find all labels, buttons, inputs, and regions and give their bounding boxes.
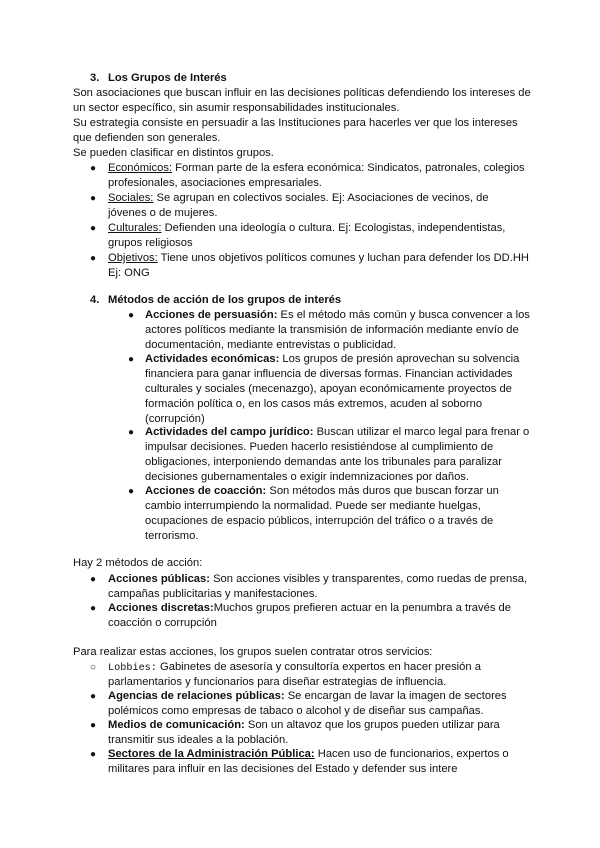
list-item-line: impulsar decisiones. Pueden hacerlo resistiéndose al cumplimiento de: [145, 441, 494, 453]
list-item: [108, 718, 500, 733]
bullet-icon: ●: [128, 427, 135, 438]
list-item: [108, 572, 527, 587]
group-text: Forman parte de la esfera económica: Sindicatos, patronales, colegios: [172, 162, 525, 174]
list-item: [108, 660, 481, 676]
list-item: [108, 191, 489, 206]
item-text: Los grupos de presión aprovechan su solvencia: [279, 353, 520, 365]
group-label: Económicos:: [108, 162, 173, 174]
item-label: Sectores de la Administración Pública:: [108, 748, 315, 760]
bullet-icon: ●: [90, 253, 97, 264]
list-item-line: (corrupción): [145, 413, 205, 425]
item-text: Son un altavoz que los grupos pueden utilizar para: [244, 719, 500, 731]
paragraph-line: que defienden son generales.: [73, 132, 221, 144]
list-item-line: polémicos como empresas de tabaco o alcohol y de diseñar sus campañas.: [108, 705, 484, 717]
list-item-line: formación política o, en los casos más extremos, acuden al soborno: [145, 398, 483, 410]
item-label: Acciones de coacción:: [145, 485, 267, 497]
bullet-icon: ●: [128, 310, 135, 321]
bullet-icon: ●: [90, 574, 97, 585]
item-text: Hacen uso de funcionarios, expertos o: [314, 748, 509, 760]
list-item-line: profesionales, asociaciones empresariales.: [108, 177, 322, 189]
section-4-title: Métodos de acción de los grupos de interés: [108, 294, 342, 306]
item-label: Acciones públicas:: [108, 573, 210, 585]
bullet-icon: ●: [128, 486, 135, 497]
bullet-icon: ●: [90, 223, 97, 234]
item-text: Gabinetes de asesoría y consultoría expertos en hacer presión a: [156, 661, 481, 673]
item-text: Se encargan de lavar la imagen de sectores: [284, 690, 507, 702]
list-item-line: militares para influir en las decisiones del Estado y defender sus intere: [108, 763, 458, 775]
bullet-icon: ○: [90, 662, 97, 673]
list-item-line: Ej: ONG: [108, 267, 150, 279]
list-item: [108, 747, 509, 762]
services-intro: Para realizar estas acciones, los grupos suelen contratar otros servicios:: [73, 646, 433, 658]
bullet-icon: ●: [128, 354, 135, 365]
list-item-line: actores políticos mediante la transmisión de información mediante envío de: [145, 324, 519, 336]
list-item-line: cambio interrumpiendo la normalidad. Puede ser mediante huelgas,: [145, 500, 481, 512]
list-item: [145, 425, 529, 440]
list-item: [145, 308, 530, 323]
item-label: Actividades del campo jurídico:: [145, 426, 314, 438]
list-item-line: jóvenes o de mujeres.: [108, 207, 218, 219]
list-item: [108, 161, 525, 176]
paragraph-line: Son asociaciones que buscan influir en las decisiones políticas defendiendo los intereses de: [73, 87, 531, 99]
list-item: [145, 352, 519, 367]
bullet-icon: ●: [90, 749, 97, 760]
list-item: [108, 689, 507, 704]
bullet-icon: ●: [90, 720, 97, 731]
item-label: Agencias de relaciones públicas:: [108, 690, 285, 702]
group-text: Tiene unos objetivos políticos comunes y luchan para defender los DD.HH: [157, 252, 530, 264]
group-label: Sociales:: [108, 192, 154, 204]
list-item-line: coacción o corrupción: [108, 617, 217, 629]
list-item-line: financiera para ganar influencia de diversas formas. Financian actividades: [145, 368, 513, 380]
item-text: Buscan utilizar el marco legal para frenar o: [313, 426, 530, 438]
section-3-number: 3.: [90, 72, 100, 84]
section-4-number: 4.: [90, 294, 100, 306]
item-label: Lobbies:: [108, 663, 157, 674]
list-item: [145, 484, 499, 499]
item-text: Son acciones visibles y transparentes, como ruedas de prensa,: [209, 573, 528, 585]
group-label: Objetivos:: [108, 252, 158, 264]
bullet-icon: ●: [90, 193, 97, 204]
methods-intro: Hay 2 métodos de acción:: [73, 557, 203, 569]
group-text: Defienden una ideología o cultura. Ej: Ecologistas, independentistas,: [161, 222, 506, 234]
item-label: Actividades económicas:: [145, 353, 280, 365]
list-item: [108, 601, 511, 616]
list-item: [108, 251, 529, 266]
group-text: Se agrupan en colectivos sociales. Ej: Asociaciones de vecinos, de: [153, 192, 489, 204]
item-label: Medios de comunicación:: [108, 719, 245, 731]
list-item-line: parlamentarios y funcionarios para diseñar estrategias de influencia.: [108, 676, 447, 688]
list-item-line: grupos religiosos: [108, 237, 193, 249]
list-item-line: decisiones gubernamentales o exigir indemnizaciones por daños.: [145, 471, 470, 483]
paragraph-line: un sector específico, sin asumir responsabilidades institucionales.: [73, 102, 400, 114]
item-text: Muchos grupos prefieren actuar en la penumbra a través de: [213, 602, 511, 614]
list-item-line: campañas publicitarias y manifestaciones.: [108, 588, 318, 600]
item-text: Es el método más común y busca convencer a los: [277, 309, 530, 321]
bullet-icon: ●: [90, 163, 97, 174]
list-item-line: obligaciones, interponiendo demandas ante los tribunales para paralizar: [145, 456, 502, 468]
paragraph-line: Se pueden clasificar en distintos grupos.: [73, 147, 274, 159]
item-label: Acciones de persuasión:: [145, 309, 278, 321]
list-item-line: culturales y sociales (mecenazgo), apoyan económicamente proyectos de: [145, 383, 512, 395]
list-item-line: documentación, mediante entrevistas o publicidad.: [145, 339, 397, 351]
list-item-line: transmitir sus ideales a la población.: [108, 734, 289, 746]
list-item-line: terrorismo.: [145, 530, 199, 542]
list-item: [108, 221, 505, 236]
item-text: Son métodos más duros que buscan forzar un: [266, 485, 499, 497]
bullet-icon: ●: [90, 603, 97, 614]
item-label: Acciones discretas:: [108, 602, 214, 614]
bullet-icon: ●: [90, 691, 97, 702]
section-3-title: Los Grupos de Interés: [108, 72, 227, 84]
paragraph-line: Su estrategia consiste en persuadir a las Instituciones para hacerles ver que los intereses: [73, 117, 518, 129]
list-item-line: ocupaciones de espacio públicos, interrupción del tráfico o a través de: [145, 515, 494, 527]
group-label: Culturales:: [108, 222, 162, 234]
